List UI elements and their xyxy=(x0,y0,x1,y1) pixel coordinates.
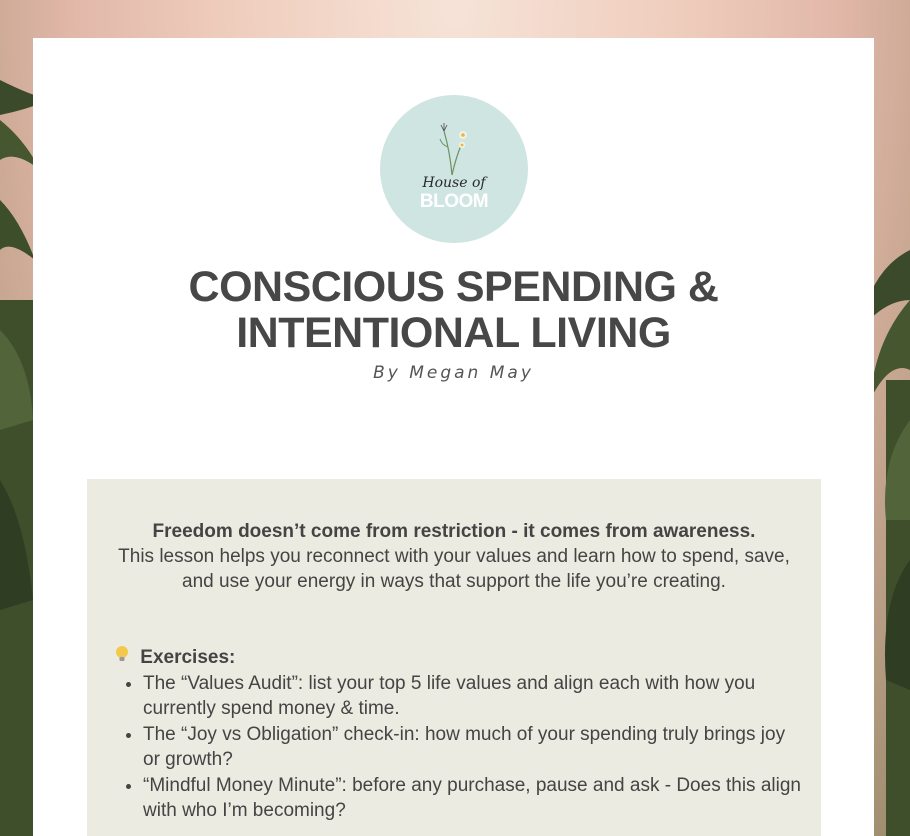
exercise-item: • The “Values Audit”: list your top 5 life values and align each with how you currently spend money & time. xyxy=(143,671,805,721)
intro-lead: Freedom doesn’t come from restriction - it comes from awareness. xyxy=(152,521,756,542)
logo-script-text: House of xyxy=(422,175,486,191)
exercise-item: • The “Joy vs Obligation” check-in: how much of your spending truly brings joy or growth? xyxy=(143,722,805,772)
intro-text xyxy=(87,519,821,594)
content-card xyxy=(33,38,874,836)
lesson-panel xyxy=(87,479,821,836)
exercise-item: • “Mindful Money Minute”: before any purchase, pause and ask - Does this align with who I’m becoming? xyxy=(143,773,805,823)
logo-brand-text: BLOOM xyxy=(419,191,489,212)
exercises-heading-label: Exercises: xyxy=(140,647,236,668)
author-byline: By Megan May xyxy=(373,363,534,383)
page-title xyxy=(33,264,874,356)
exercises-list xyxy=(115,671,805,823)
exercises-heading xyxy=(115,645,805,671)
lightbulb-icon xyxy=(115,647,134,668)
house-of-bloom-logo xyxy=(380,95,528,243)
flower-icon xyxy=(430,117,478,177)
exercises-section xyxy=(115,645,805,824)
title-line-1: CONSCIOUS SPENDING & xyxy=(188,263,719,311)
intro-body: This lesson helps you reconnect with your values and learn how to spend, save, and use your energy in ways that support the life you’re creating. xyxy=(118,546,790,592)
title-line-2: INTENTIONAL LIVING xyxy=(236,309,671,357)
